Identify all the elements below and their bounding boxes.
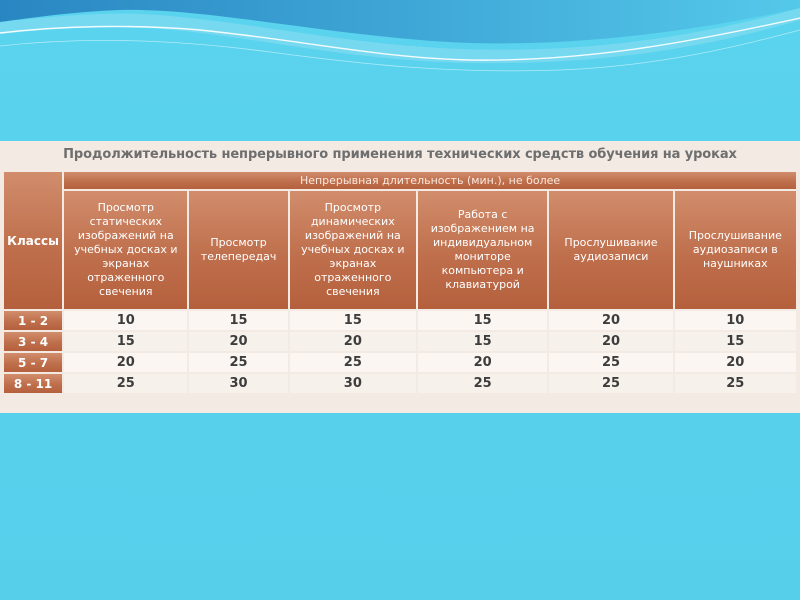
grade-cell: 3 - 4	[4, 332, 62, 351]
column-header-dynamic-images: Просмотр динамических изображений на учебных досках и экранах отраженного свечения	[290, 191, 416, 309]
value-cell: 15	[418, 311, 547, 330]
table-title: Продолжительность непрерывного применения технических средств обучения на уроках	[63, 147, 737, 162]
column-header-headphones: Прослушивание аудиозаписи в наушниках	[675, 191, 796, 309]
value-cell: 15	[418, 332, 547, 351]
table-row	[4, 374, 796, 393]
value-cell: 10	[675, 311, 796, 330]
table-row	[4, 311, 796, 330]
table-panel	[0, 141, 800, 413]
value-cell: 20	[418, 353, 547, 372]
column-header-audio: Прослушивание аудиозаписи	[549, 191, 672, 309]
grade-cell: 5 - 7	[4, 353, 62, 372]
value-cell: 20	[549, 311, 672, 330]
value-cell: 20	[64, 353, 187, 372]
column-header-tv: Просмотр телепередач	[189, 191, 287, 309]
group-header: Непрерывная длительность (мин.), не более	[64, 172, 796, 189]
value-cell: 15	[189, 311, 287, 330]
value-cell: 30	[290, 374, 416, 393]
column-header-static-images: Просмотр статических изображений на учебных досках и экранах отраженного свечения	[64, 191, 187, 309]
grade-cell: 1 - 2	[4, 311, 62, 330]
value-cell: 10	[64, 311, 187, 330]
value-cell: 25	[64, 374, 187, 393]
value-cell: 15	[290, 311, 416, 330]
classes-header: Классы	[4, 172, 62, 309]
value-cell: 20	[549, 332, 672, 351]
value-cell: 20	[189, 332, 287, 351]
value-cell: 20	[675, 353, 796, 372]
value-cell: 25	[675, 374, 796, 393]
table-row	[4, 353, 796, 372]
grade-cell: 8 - 11	[4, 374, 62, 393]
value-cell: 15	[64, 332, 187, 351]
table-row	[4, 332, 796, 351]
value-cell: 25	[418, 374, 547, 393]
column-header-computer: Работа с изображением на индивидуальном мониторе компьютера и клавиатурой	[418, 191, 547, 309]
value-cell: 25	[189, 353, 287, 372]
value-cell: 25	[549, 374, 672, 393]
value-cell: 25	[549, 353, 672, 372]
duration-table	[2, 170, 798, 395]
value-cell: 20	[290, 332, 416, 351]
value-cell: 15	[675, 332, 796, 351]
value-cell: 30	[189, 374, 287, 393]
value-cell: 25	[290, 353, 416, 372]
